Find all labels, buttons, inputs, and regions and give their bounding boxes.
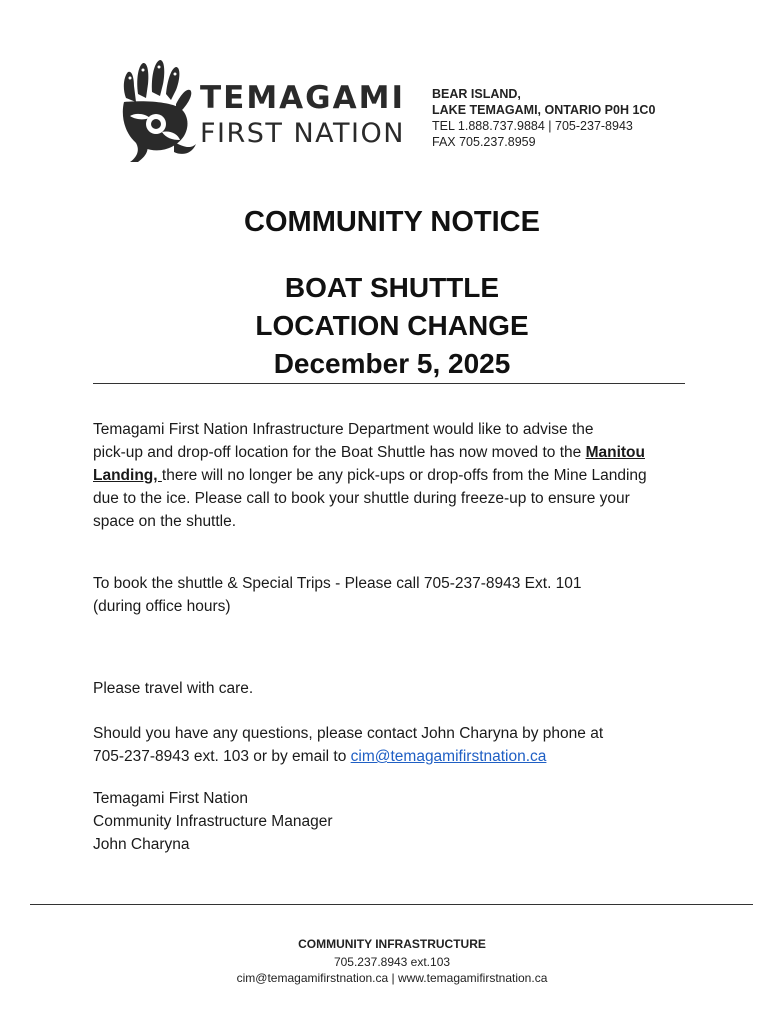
signature-block — [93, 787, 693, 856]
text-line — [93, 464, 693, 487]
email-link[interactable]: cim@temagamifirstnation.ca — [350, 748, 547, 765]
paragraph-shuttle-change — [93, 418, 693, 533]
footer-phone: 705.237.8943 ext.103 — [333, 955, 451, 969]
fax-line: FAX 705.237.8959 — [432, 135, 536, 149]
heading-line1: BOAT SHUTTLE — [284, 272, 500, 303]
paragraph-travel-care — [93, 677, 693, 700]
text-line: space on the shuttle. — [93, 513, 237, 530]
paragraph-contact — [93, 722, 693, 768]
signature-name: John Charyna — [93, 836, 190, 853]
text-line — [93, 745, 693, 768]
text-line: Temagami First Nation Infrastructure Department would like to advise the — [93, 421, 594, 438]
divider-top — [93, 383, 685, 384]
text-line: due to the ice. Please call to book your shuttle during freeze-up to ensure your — [93, 490, 630, 507]
org-name-line2: FIRST NATION — [200, 118, 405, 149]
address-line2: LAKE TEMAGAMI, ONTARIO P0H 1C0 — [432, 103, 656, 117]
footer-dept: COMMUNITY INFRASTRUCTURE — [298, 937, 486, 951]
text-line: To book the shuttle & Special Trips - Please call 705-237-8943 Ext. 101 — [93, 575, 582, 592]
text-segment: 705-237-8943 ext. 103 or by email to — [93, 748, 351, 765]
temagami-hand-logo-icon — [116, 58, 198, 162]
tel-line: TEL 1.888.737.9884 | 705-237-8943 — [432, 119, 633, 133]
notice-date: December 5, 2025 — [273, 348, 511, 379]
text-line: Should you have any questions, please contact John Charyna by phone at — [93, 725, 604, 742]
notice-title: COMMUNITY NOTICE — [244, 206, 540, 238]
text-line: (during office hours) — [93, 598, 231, 615]
signature-org: Temagami First Nation — [93, 790, 249, 807]
address-block — [432, 86, 655, 150]
text-line: Please travel with care. — [93, 680, 254, 697]
text-segment: there will no longer be any pick-ups or drop-offs from the Mine Landing — [161, 467, 647, 484]
heading-line2: LOCATION CHANGE — [255, 310, 529, 341]
address-line1: BEAR ISLAND, — [432, 87, 521, 101]
text-segment: pick-up and drop-off location for the Boat Shuttle has now moved to the — [93, 444, 586, 461]
manitou-bold-text: Manitou — [585, 444, 645, 461]
paragraph-booking — [93, 572, 693, 618]
divider-bottom — [30, 904, 753, 905]
landing-bold-text: Landing, — [93, 467, 162, 484]
org-name-line1: TEMAGAMI — [200, 80, 405, 116]
text-line — [93, 441, 693, 464]
footer-contact: cim@temagamifirstnation.ca | www.temagamifirstnation.ca — [236, 971, 548, 985]
signature-title: Community Infrastructure Manager — [93, 813, 333, 830]
